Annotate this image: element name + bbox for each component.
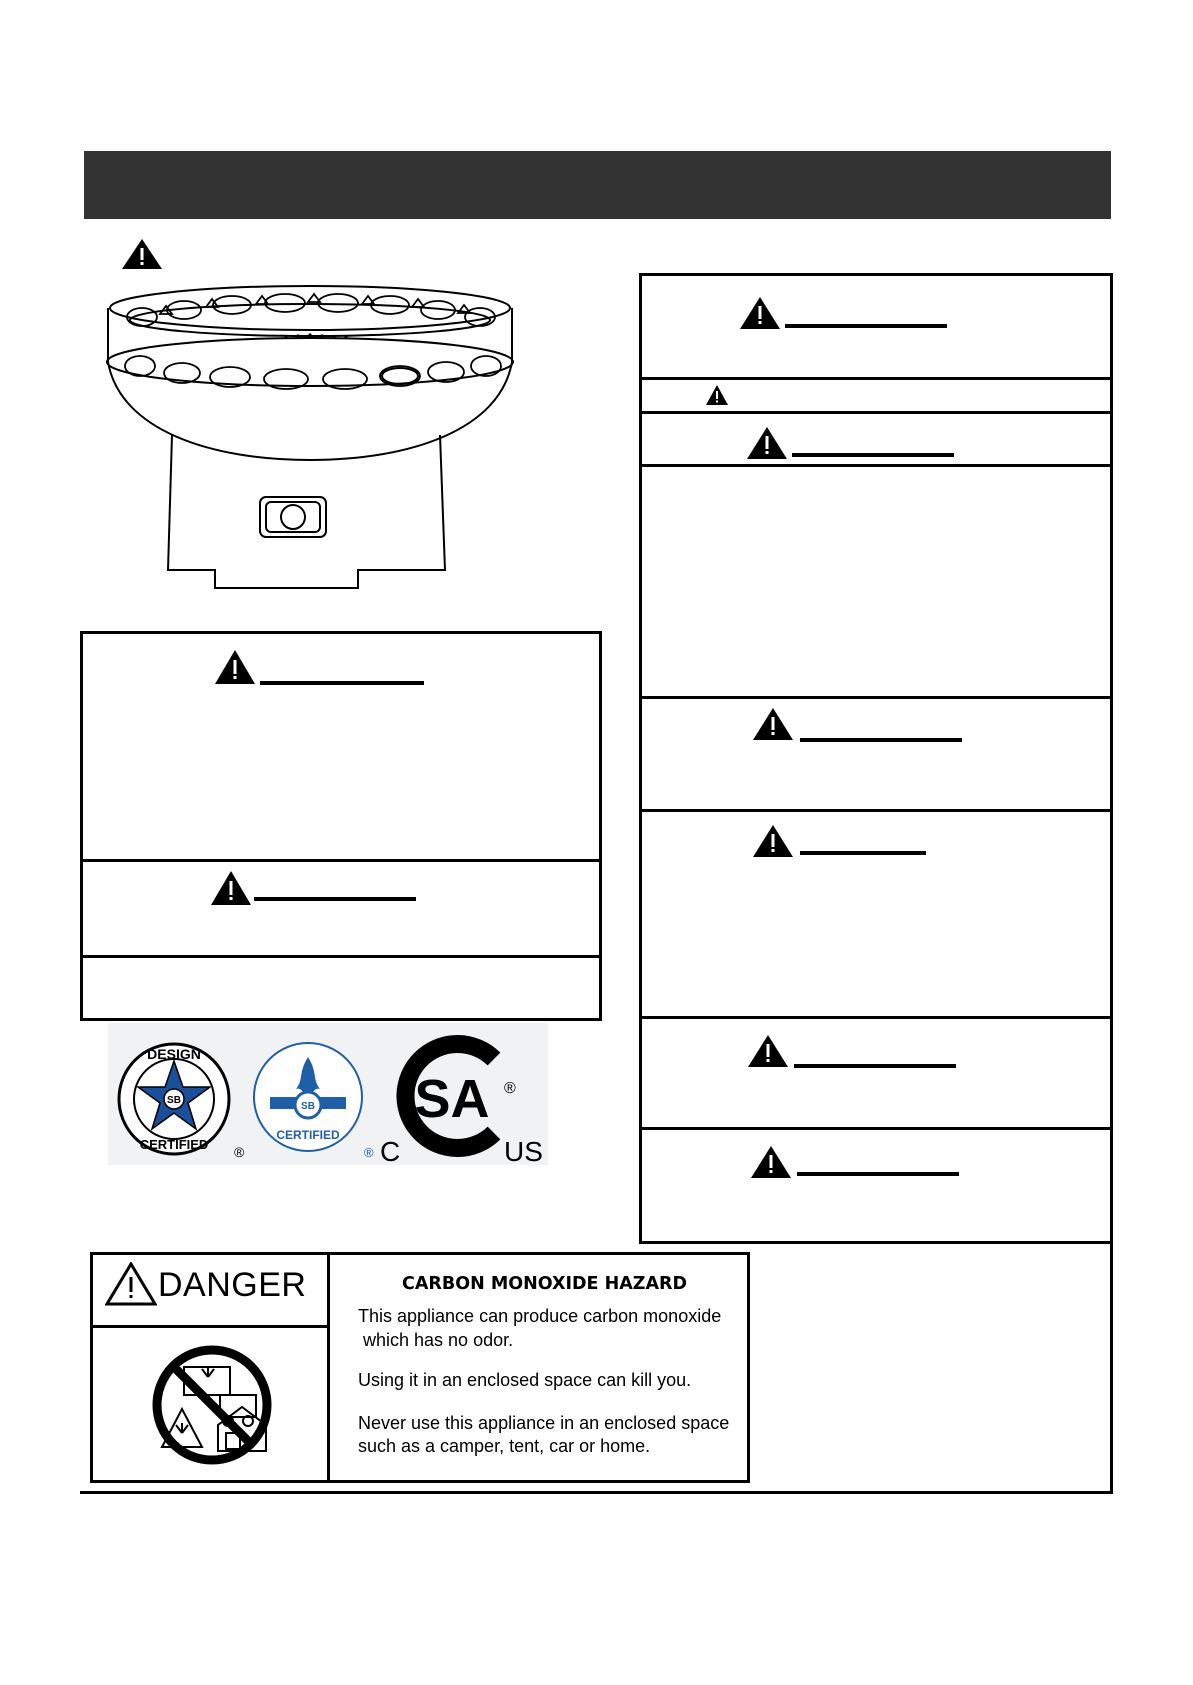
csa-mark: SA <box>414 1069 490 1129</box>
certified-emblem: SB <box>301 1101 315 1112</box>
divider <box>639 809 1113 812</box>
warning-heading-rule <box>797 1172 959 1176</box>
hazard-title: CARBON MONOXIDE HAZARD <box>402 1274 688 1294</box>
warning-triangle-icon <box>746 426 788 460</box>
divider <box>639 464 1113 467</box>
danger-heading: DANGER <box>158 1266 307 1304</box>
divider <box>639 696 1113 699</box>
warning-heading-rule <box>254 897 416 901</box>
design-certified-logo <box>116 1039 246 1159</box>
hazard-text-line: Using it in an enclosed space can kill you. <box>358 1370 692 1390</box>
csa-logo <box>376 1031 548 1165</box>
bottom-rule <box>80 1491 1113 1494</box>
warning-box-right <box>639 273 1113 1244</box>
warning-triangle-icon <box>210 870 252 906</box>
csa-country-c: C <box>380 1136 401 1165</box>
certified-text: CERTIFIED <box>276 1128 340 1142</box>
divider <box>1110 1244 1113 1494</box>
warning-heading-rule <box>260 681 424 685</box>
no-enclosed-space-icon <box>148 1343 276 1467</box>
danger-triangle-icon <box>105 1262 157 1306</box>
warning-heading-rule <box>785 324 947 328</box>
divider <box>639 1127 1113 1130</box>
warning-triangle-icon <box>705 384 729 406</box>
registered-mark: ® <box>234 1144 245 1159</box>
design-certified-bottom-text: CERTIFIED <box>139 1137 209 1152</box>
warning-triangle-icon <box>121 238 163 270</box>
divider <box>80 859 602 862</box>
hazard-text-line: Never use this appliance in an enclosed space <box>358 1413 730 1433</box>
design-certified-emblem: SB <box>167 1095 181 1106</box>
registered-mark: ® <box>504 1080 516 1097</box>
warning-triangle-icon <box>752 707 794 741</box>
warning-triangle-icon <box>739 296 781 330</box>
divider <box>327 1252 330 1483</box>
certification-logos <box>108 1023 548 1165</box>
warning-heading-rule <box>794 1064 956 1068</box>
section-banner <box>84 151 1111 219</box>
hazard-text-line: such as a camper, tent, car or home. <box>358 1436 651 1456</box>
divider <box>639 377 1113 380</box>
warning-heading-rule <box>792 453 954 457</box>
warning-box-left <box>80 631 602 1021</box>
warning-triangle-icon <box>752 824 794 858</box>
registered-mark: ® <box>364 1145 374 1159</box>
warning-heading-rule <box>800 738 962 742</box>
warning-triangle-icon <box>750 1145 792 1179</box>
fire-pit-illustration <box>100 280 520 600</box>
warning-triangle-icon <box>747 1034 789 1068</box>
design-certified-top-text: DESIGN <box>147 1046 201 1062</box>
warning-triangle-icon <box>214 649 256 685</box>
hazard-text-line: This appliance can produce carbon monoxide <box>358 1306 722 1326</box>
divider <box>80 955 602 958</box>
hazard-text-line: which has no odor. <box>358 1330 514 1350</box>
warning-heading-rule <box>800 851 926 855</box>
divider <box>90 1325 328 1328</box>
csa-country-us: US <box>504 1136 543 1165</box>
certified-logo <box>252 1039 382 1159</box>
divider <box>639 1016 1113 1019</box>
divider <box>639 411 1113 414</box>
